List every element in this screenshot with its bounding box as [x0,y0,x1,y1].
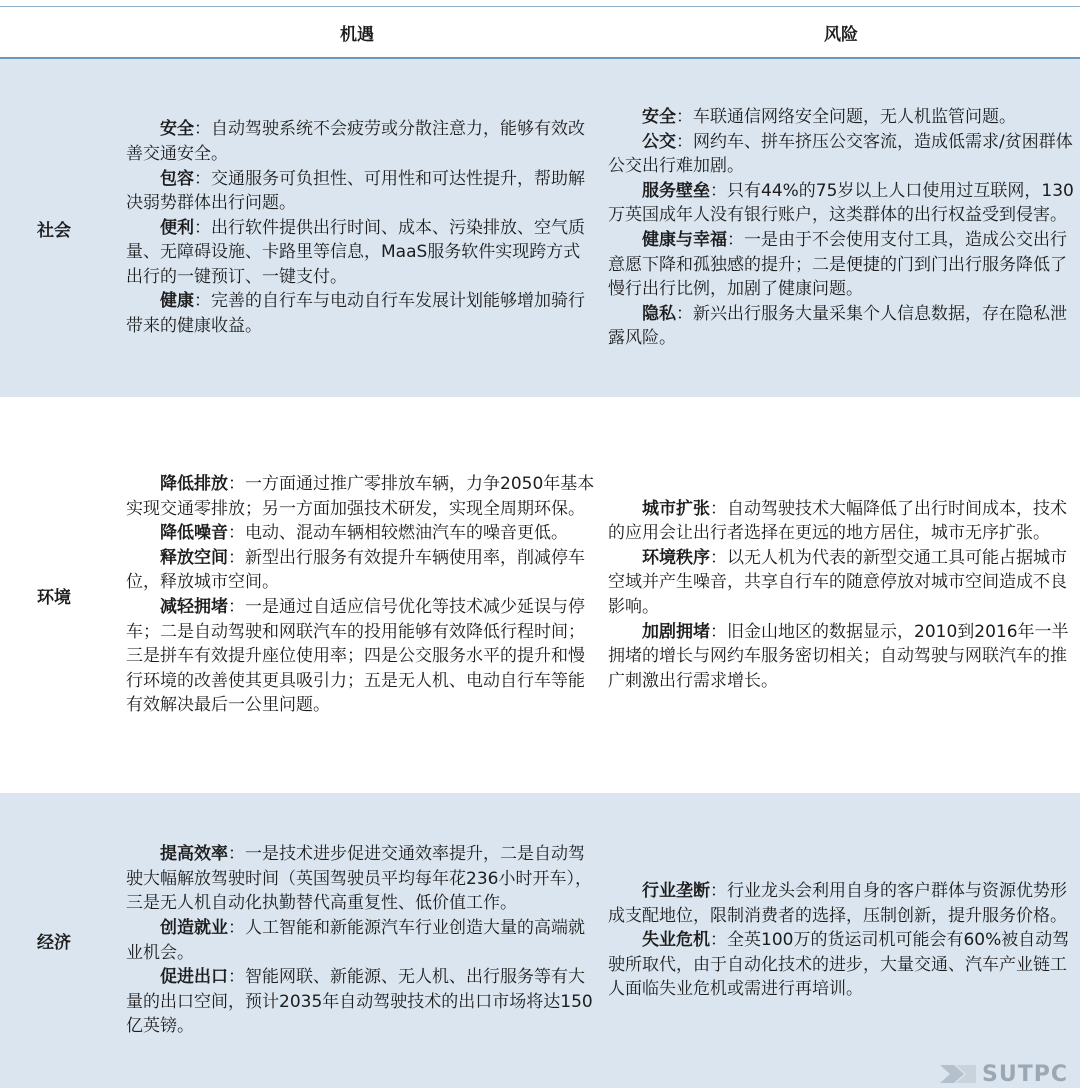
item-text: 新型出行服务有效提升车辆使用率，削减停车位，释放城市空间。 [126,547,585,593]
item-text: 出行软件提供出行时间、成本、污染排放、空气质量、无障碍设施、卡路里等信息，MaaS服务软件实现跨方式出行的一键预订、一键支付。 [126,217,585,287]
risk-item [608,228,1074,302]
item-text: 新兴出行服务大量采集个人信息数据，存在隐私泄露风险。 [608,303,1067,349]
item-separator: ： [727,230,744,250]
item-text: 全英100万的货运司机可能会有60%被自动驾驶所取代，由于自动化技术的进步，大量交通、汽车产业链工人面临失业危机或需进行再培训。 [608,930,1070,1000]
risk-item [608,928,1074,1002]
item-separator: ： [710,881,727,902]
item-separator: ： [228,474,245,495]
item-separator: ： [676,131,693,152]
item-term: 公交 [642,131,676,152]
risk-item [608,879,1074,928]
item-term: 创造就业 [160,917,228,938]
opportunity-item [126,117,596,166]
watermark-text: SUTPC [982,1061,1068,1087]
risk-item [608,302,1074,351]
opportunity-item [126,289,596,338]
risk-cell [608,793,1074,1088]
item-text: 智能网联、新能源、无人机、出行服务等有大量的出口空间，预计2035年自动驾驶技术的出口市场将达150亿英镑。 [126,967,593,1037]
item-term: 加剧拥堵 [642,621,710,642]
item-separator: ： [676,107,693,128]
opportunity-cell [126,397,596,793]
opportunity-item [126,472,596,521]
item-term: 便利 [160,217,194,238]
risk-cell [608,59,1074,397]
table-header [0,8,1080,56]
item-term: 释放空间 [160,547,228,568]
table-row-environment [0,397,1080,793]
sutpc-watermark [940,1062,1068,1086]
item-separator: ： [228,917,245,938]
item-text: 以无人机为代表的新型交通工具可能占据城市空域并产生噪音，共享自行车的随意停放对城市空间造成不良影响。 [608,547,1067,617]
item-term: 降低排放 [160,474,228,495]
opportunity-item [126,916,596,965]
opportunity-item [126,546,596,595]
risk-cell [608,397,1074,793]
item-separator: ： [710,547,727,568]
row-label: 社会 [37,220,71,241]
opportunity-item [126,842,596,916]
item-separator: ： [228,844,245,865]
item-text: 车联通信网络安全问题，无人机监管问题。 [693,107,1016,128]
item-separator: ： [228,597,245,617]
item-text: 只有44%的75岁以上人口使用过互联网，130万英国成年人没有银行账户，这类群体的出行权益受到侵害。 [608,180,1074,226]
item-term: 减轻拥堵 [160,597,228,617]
item-term: 失业危机 [642,930,710,951]
item-term: 提高效率 [160,844,228,865]
item-text: 电动、混动车辆相较燃油汽车的噪音更低。 [245,523,568,544]
item-text: 一是技术进步促进交通效率提升，二是自动驾驶大幅解放驾驶时间（英国驾驶员平均每年花236小时开车），三是无人机自动化执勤替代高重复性、低价值工作。 [126,844,592,914]
item-separator: ： [710,930,727,951]
risk-item [608,620,1074,694]
sutpc-logo-icon [940,1063,976,1085]
item-text: 旧金山地区的数据显示，2010到2016年一半拥堵的增长与网约车服务密切相关；自动驾驶与网联汽车的推广刺激出行需求增长。 [608,621,1069,691]
item-term: 健康与幸福 [642,230,727,250]
table-row-society [0,59,1080,397]
item-term: 隐私 [642,303,676,324]
item-separator: ： [194,168,211,189]
opportunity-cell [126,59,596,397]
item-text: 网约车、拼车挤压公交客流，造成低需求/贫困群体公交出行难加剧。 [608,131,1073,177]
item-separator: ： [194,217,211,238]
item-text: 交通服务可负担性、可用性和可达性提升，帮助解决弱势群体出行问题。 [126,168,585,214]
item-separator: ： [228,547,245,568]
opportunity-item [126,216,596,290]
row-label: 环境 [37,587,71,608]
item-term: 服务壁垒 [642,180,710,201]
item-separator: ： [710,498,727,519]
table-row-economy [0,793,1080,1088]
opportunity-item [126,595,596,718]
item-term: 促进出口 [160,967,228,988]
item-text: 完善的自行车与电动自行车发展计划能够增加骑行带来的健康收益。 [126,291,585,337]
item-term: 安全 [642,107,676,128]
opportunity-item [126,965,596,1039]
item-separator: ： [676,303,693,324]
item-text: 自动驾驶技术大幅降低了出行时间成本，技术的应用会让出行者选择在更远的地方居住，城市无序扩张。 [608,498,1067,544]
item-separator: ： [194,119,211,140]
item-separator: ： [194,291,211,312]
risk-item [608,546,1074,620]
item-separator: ： [710,180,727,201]
item-term: 环境秩序 [642,547,710,568]
risk-item [608,497,1074,546]
risk-item [608,105,1074,130]
item-text: 一是通过自适应信号优化等技术减少延误与停车；二是自动驾驶和网联汽车的投用能够有效降低行程时间；三是拼车有效提升座位使用率；四是公交服务水平的提升和慢行环境的改善使其更具吸引力；五是无人机、电动自行车等能有效解决最后一公里问题。 [126,597,585,716]
row-label: 经济 [37,933,71,953]
risk-item [608,179,1074,228]
item-term: 降低噪音 [160,523,228,544]
item-term: 行业垄断 [642,881,710,902]
item-separator: ： [228,967,245,988]
opportunity-item [126,521,596,546]
item-text: 一是由于不会使用支付工具，造成公交出行意愿下降和孤独感的提升；二是便捷的门到门出行服务降低了慢行出行比例，加剧了健康问题。 [608,230,1067,300]
item-text: 一方面通过推广零排放车辆，力争2050年基本实现交通零排放；另一方面加强技术研发，实现全周期环保。 [126,474,595,519]
header-risk: 风险 [824,24,858,45]
item-term: 城市扩张 [642,498,710,519]
item-separator: ： [228,523,245,544]
opportunity-cell [126,793,596,1088]
item-text: 自动驾驶系统不会疲劳或分散注意力，能够有效改善交通安全。 [126,119,585,164]
opportunity-item [126,167,596,216]
item-text: 行业龙头会利用自身的客户群体与资源优势形成支配地位，限制消费者的选择，压制创新，提升服务价格。 [608,881,1067,926]
item-text: 人工智能和新能源汽车行业创造大量的高端就业机会。 [126,917,585,963]
risk-item [608,130,1074,179]
table-top-rule [0,6,1080,7]
item-term: 健康 [160,291,194,312]
item-term: 包容 [160,168,194,189]
item-term: 安全 [160,119,194,140]
header-opportunity: 机遇 [340,24,374,45]
item-separator: ： [710,621,727,642]
